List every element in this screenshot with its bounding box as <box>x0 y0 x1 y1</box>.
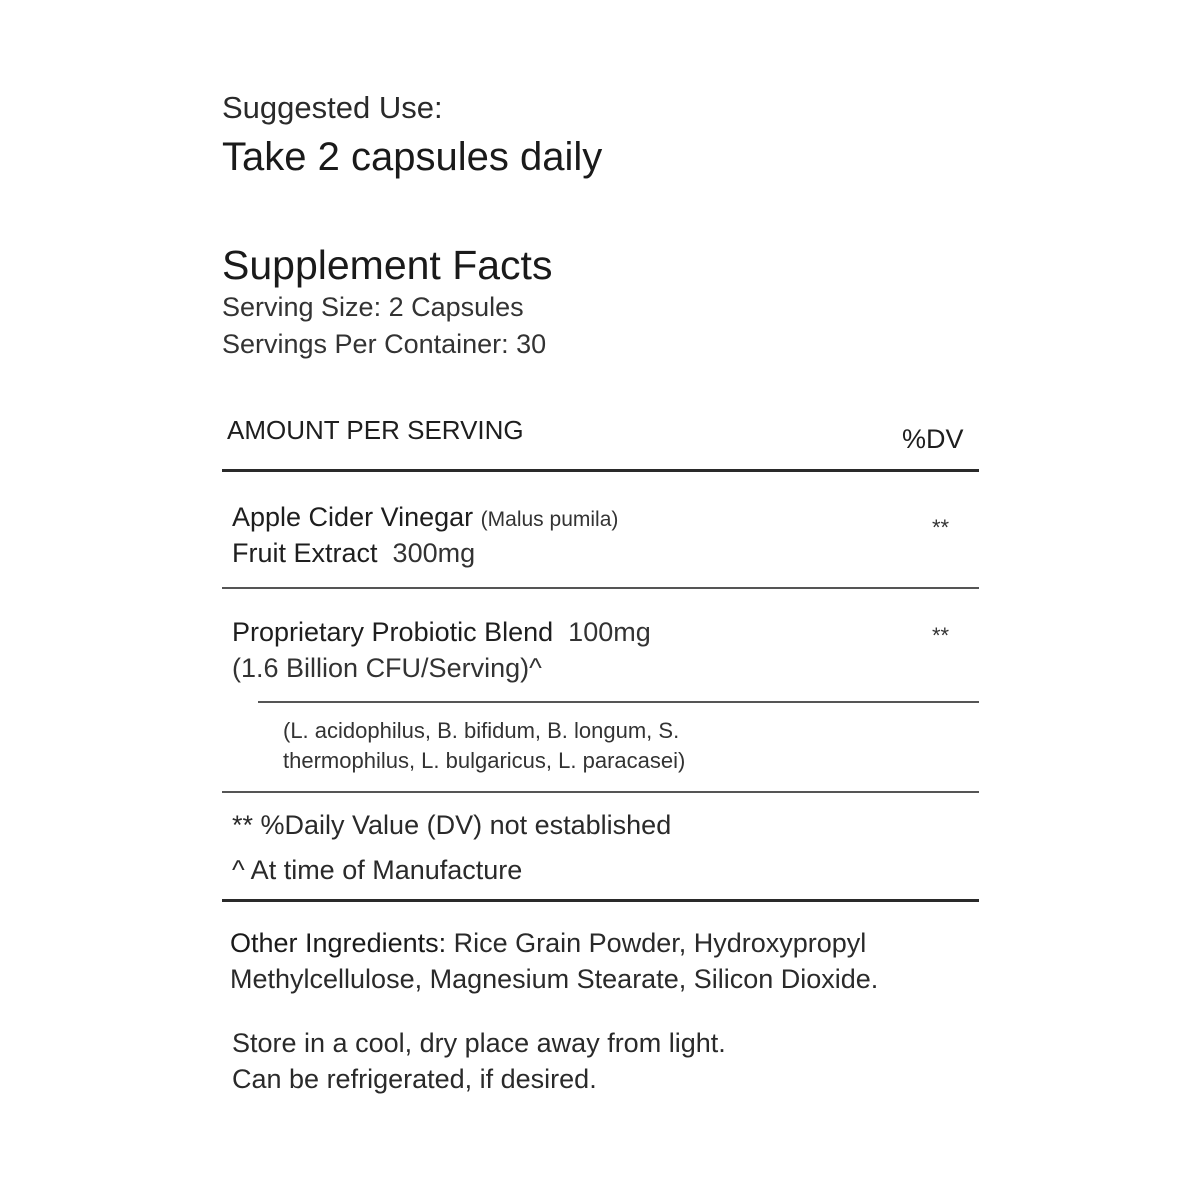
serving-size: Serving Size: 2 Capsules <box>222 292 524 322</box>
servings-per-container: Servings Per Container: 30 <box>222 329 547 359</box>
other-ingredients-line2: Methylcellulose, Magnesium Stearate, Silicon Dioxide. <box>230 964 879 994</box>
table-row-probiotic-line1 <box>232 617 651 648</box>
acv-fruit-extract: Fruit Extract <box>232 538 378 568</box>
amount-per-serving-header: AMOUNT PER SERVING <box>227 415 524 445</box>
suggested-use-label: Suggested Use: <box>222 90 443 125</box>
table-header-divider <box>222 469 979 472</box>
row-divider-2 <box>258 701 979 703</box>
dv-footnote: ** %Daily Value (DV) not established <box>232 810 672 840</box>
probiotic-dv: ** <box>932 623 950 648</box>
probiotic-name: Proprietary Probiotic Blend <box>232 617 554 647</box>
manufacture-footnote: ^ At time of Manufacture <box>232 855 523 885</box>
probiotic-strains-line2: thermophilus, L. bulgaricus, L. paracasei) <box>283 748 686 773</box>
acv-name: Apple Cider Vinegar <box>232 502 474 532</box>
acv-amount: 300mg <box>392 538 476 568</box>
storage-line2: Can be refrigerated, if desired. <box>232 1064 597 1094</box>
other-ingredients-line1 <box>230 928 866 959</box>
probiotic-cfu: (1.6 Billion CFU/Serving)^ <box>232 653 542 683</box>
table-row-acv-line1 <box>232 502 618 533</box>
table-row-acv-line2 <box>232 538 475 569</box>
acv-latin-name: (Malus pumila) <box>480 508 619 531</box>
page-title: Supplement Facts <box>222 242 553 288</box>
probiotic-strains-line1: (L. acidophilus, B. bifidum, B. longum, S. <box>283 718 680 743</box>
other-ingredients-label: Other Ingredients: <box>230 928 447 958</box>
probiotic-amount: 100mg <box>568 617 651 647</box>
acv-dv: ** <box>932 515 950 540</box>
dv-header: %DV <box>902 424 964 454</box>
suggested-use-instruction: Take 2 capsules daily <box>222 135 603 179</box>
row-divider-3 <box>222 791 979 793</box>
footnote-divider <box>222 899 979 902</box>
row-divider-1 <box>222 587 979 589</box>
storage-line1: Store in a cool, dry place away from light. <box>232 1028 726 1058</box>
other-ingredients-text-1: Rice Grain Powder, Hydroxypropyl <box>446 928 867 958</box>
